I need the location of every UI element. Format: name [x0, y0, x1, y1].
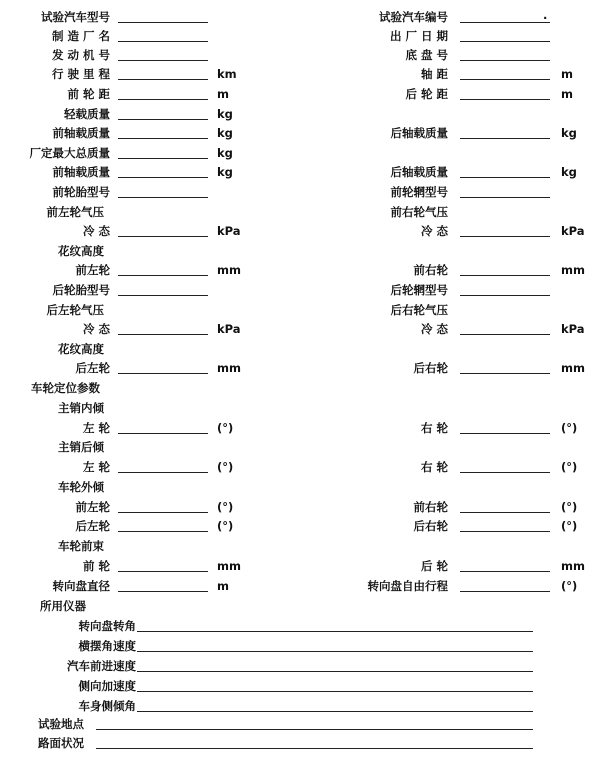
field-input-line[interactable]	[118, 79, 208, 80]
road-condition-input-line[interactable]	[96, 748, 533, 749]
field-input-line[interactable]	[118, 60, 208, 61]
field-input-line[interactable]	[118, 433, 208, 434]
field-unit: kg	[561, 165, 577, 179]
field-unit: kPa	[561, 224, 585, 238]
field-input-line[interactable]	[118, 571, 208, 572]
field-input-line[interactable]	[118, 591, 208, 592]
test-site-input-line[interactable]	[96, 729, 533, 730]
field-unit: (°)	[561, 519, 578, 533]
field-unit: mm	[561, 361, 585, 375]
field-label: 后轴载质量	[390, 126, 448, 140]
field-unit: (°)	[217, 500, 234, 514]
field-input-line[interactable]	[460, 334, 550, 335]
field-unit: kg	[217, 146, 233, 160]
field-label: 前右轮	[413, 263, 448, 277]
field-label: 后左轮	[75, 361, 110, 375]
field-input-line[interactable]	[118, 236, 208, 237]
field-unit: kPa	[561, 322, 585, 336]
field-unit: kg	[217, 165, 233, 179]
field-input-line[interactable]	[460, 79, 550, 80]
field-label: 转向盘直径	[52, 579, 110, 593]
instrument-label: 车身侧倾角	[78, 699, 136, 713]
field-input-line[interactable]	[460, 571, 550, 572]
field-unit: kPa	[217, 224, 241, 238]
field-label: 轻载质量	[64, 107, 110, 121]
instrument-label: 转向盘转角	[78, 619, 136, 633]
field-input-line[interactable]	[118, 119, 208, 120]
instrument-input-line[interactable]	[137, 631, 533, 632]
field-input-line[interactable]	[460, 60, 550, 61]
field-input-line[interactable]	[460, 41, 550, 42]
field-input-line[interactable]	[460, 373, 550, 374]
field-unit: (°)	[561, 500, 578, 514]
field-unit: mm	[217, 559, 241, 573]
field-input-line[interactable]	[460, 512, 550, 513]
field-label: 前 轮 距	[67, 87, 110, 101]
field-input-line[interactable]	[460, 433, 550, 434]
field-input-line[interactable]	[118, 177, 208, 178]
field-input-line[interactable]	[118, 512, 208, 513]
instruments-title: 所用仪器	[40, 599, 86, 613]
field-label: 车轮外倾	[58, 480, 104, 494]
field-input-line[interactable]	[118, 158, 208, 159]
field-input-line[interactable]	[118, 295, 208, 296]
field-label: 轴 距	[420, 67, 448, 81]
field-label: 转向盘自由行程	[367, 579, 448, 593]
field-unit: km	[217, 67, 237, 81]
field-unit: (°)	[561, 579, 578, 593]
field-label: 冷 态	[420, 322, 448, 336]
field-input-line[interactable]	[118, 197, 208, 198]
field-input-line[interactable]	[118, 531, 208, 532]
field-label: 前轮辋型号	[390, 185, 448, 199]
field-label: 发 动 机 号	[51, 48, 110, 62]
field-input-line[interactable]	[118, 22, 208, 23]
field-label: 主销后倾	[58, 440, 104, 454]
field-label: 行 驶 里 程	[51, 67, 110, 81]
field-input-line[interactable]	[460, 591, 550, 592]
field-label: 前轴载质量	[52, 165, 110, 179]
field-label: 后 轮	[420, 559, 448, 573]
field-label: 冷 态	[82, 224, 110, 238]
field-label: 车轮前束	[58, 539, 104, 553]
field-label: 花纹高度	[58, 342, 104, 356]
field-label: 前左轮	[75, 263, 110, 277]
instrument-label: 汽车前进速度	[67, 659, 136, 673]
field-label: 主销内倾	[58, 401, 104, 415]
scan-dot-mark: .	[543, 8, 548, 22]
field-input-line[interactable]	[118, 138, 208, 139]
field-unit: (°)	[561, 421, 578, 435]
field-label: 前左轮气压	[46, 205, 104, 219]
field-label: 厂定最大总质量	[29, 146, 110, 160]
field-label: 右 轮	[420, 421, 448, 435]
field-input-line[interactable]	[460, 472, 550, 473]
field-unit: m	[561, 87, 573, 101]
field-unit: kPa	[217, 322, 241, 336]
field-unit: (°)	[561, 460, 578, 474]
field-unit: (°)	[217, 421, 234, 435]
field-unit: kg	[217, 107, 233, 121]
field-input-line[interactable]	[118, 275, 208, 276]
field-label: 后左轮气压	[46, 303, 104, 317]
field-label: 前轴载质量	[52, 126, 110, 140]
field-label: 左 轮	[82, 421, 110, 435]
instrument-input-line[interactable]	[137, 691, 533, 692]
field-input-line[interactable]	[460, 531, 550, 532]
field-input-line[interactable]	[460, 177, 550, 178]
field-input-line[interactable]	[460, 197, 550, 198]
road-condition-label: 路面状况	[38, 736, 84, 750]
instrument-label: 横摆角速度	[78, 639, 136, 653]
field-unit: m	[561, 67, 573, 81]
instrument-label: 侧向加速度	[78, 679, 136, 693]
field-input-line[interactable]	[460, 138, 550, 139]
field-unit: m	[217, 579, 229, 593]
field-unit: mm	[561, 263, 585, 277]
field-input-line[interactable]	[460, 236, 550, 237]
field-label: 冷 态	[82, 322, 110, 336]
field-label: 花纹高度	[58, 244, 104, 258]
field-label: 试验汽车型号	[41, 10, 110, 24]
field-label: 后 轮 距	[405, 87, 448, 101]
field-label: 出 厂 日 期	[389, 29, 448, 43]
field-unit: mm	[561, 559, 585, 573]
field-label: 前右轮	[413, 500, 448, 514]
field-label: 试验汽车编号	[379, 10, 448, 24]
field-unit: (°)	[217, 460, 234, 474]
field-label: 后轴载质量	[390, 165, 448, 179]
field-input-line[interactable]	[118, 373, 208, 374]
field-label: 右 轮	[420, 460, 448, 474]
field-label: 底 盘 号	[405, 48, 448, 62]
field-input-line[interactable]	[460, 275, 550, 276]
field-unit: mm	[217, 361, 241, 375]
field-label: 前 轮	[82, 559, 110, 573]
test-site-label: 试验地点	[38, 717, 84, 731]
field-label: 后右轮	[413, 361, 448, 375]
field-unit: kg	[217, 126, 233, 140]
field-input-line[interactable]	[460, 295, 550, 296]
instrument-input-line[interactable]	[137, 671, 533, 672]
field-input-line[interactable]	[460, 22, 550, 23]
field-label: 后右轮气压	[390, 303, 448, 317]
field-label: 左 轮	[82, 460, 110, 474]
field-input-line[interactable]	[118, 41, 208, 42]
field-label: 后轮胎型号	[52, 283, 110, 297]
field-label: 冷 态	[420, 224, 448, 238]
field-input-line[interactable]	[118, 334, 208, 335]
field-label: 前轮胎型号	[52, 185, 110, 199]
field-label: 前右轮气压	[390, 205, 448, 219]
instrument-input-line[interactable]	[137, 711, 533, 712]
field-label: 后右轮	[413, 519, 448, 533]
field-input-line[interactable]	[460, 99, 550, 100]
field-label: 制 造 厂 名	[51, 29, 110, 43]
field-unit: m	[217, 87, 229, 101]
field-input-line[interactable]	[118, 472, 208, 473]
instrument-input-line[interactable]	[137, 651, 533, 652]
field-input-line[interactable]	[118, 99, 208, 100]
field-label: 后轮辋型号	[390, 283, 448, 297]
field-unit: (°)	[217, 519, 234, 533]
field-label: 后左轮	[75, 519, 110, 533]
field-label: 前左轮	[75, 500, 110, 514]
field-unit: mm	[217, 263, 241, 277]
field-label: 车轮定位参数	[31, 381, 100, 395]
field-unit: kg	[561, 126, 577, 140]
